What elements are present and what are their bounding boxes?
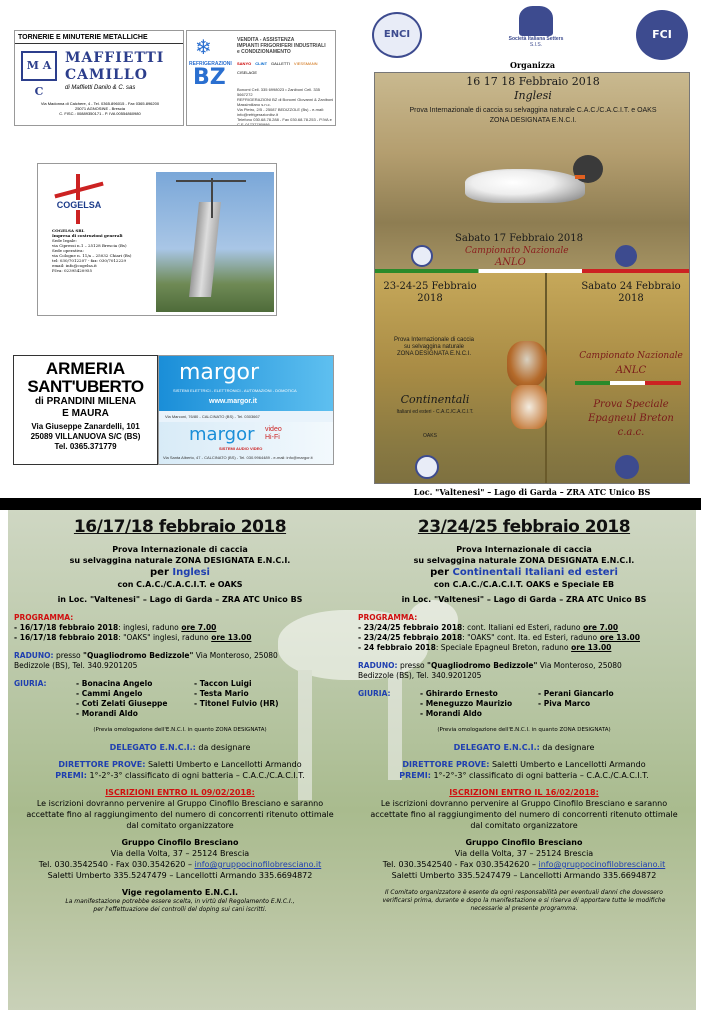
left-rad-d: Bedizzole (BS), Tel. 340.9201205 [14, 661, 138, 670]
right-p2a: - 23/24/25 febbraio 2018 [358, 633, 463, 642]
left-isc-heading: ISCRIZIONI ENTRO IL 09/02/2018: [105, 788, 255, 797]
right-per: per [430, 567, 449, 578]
left-vig1: La manifestazione potrebbe essere scelta, in virtù del Regolamento E.N.C.I., [65, 898, 295, 905]
flyer [8, 510, 696, 1010]
left-l1: Prova Internazionale di caccia [112, 545, 248, 554]
cogelsa-t2: Impresa di costruzioni generali [52, 233, 123, 238]
ad-maffietti [14, 30, 184, 126]
left-isc3: dal comitato organizzatore [126, 821, 234, 830]
right-p3b: : Speciale Epagneul Breton, raduno [435, 643, 569, 652]
brand-clint: CLINT [255, 61, 268, 66]
event-poster [374, 72, 690, 484]
poster-b-t2: su selvaggina naturale [403, 344, 465, 350]
poster-b-champ: Campionato Nazionale [579, 351, 683, 361]
margor-addr: Via Marconi, 76/80 - CALCINATO (BS) - Tel. 0303667 [165, 414, 260, 419]
poster-b-anlc: ANLC [615, 365, 647, 376]
maffietti-addr1: Via Madonna di Calchere, 4 - Tel. 0365.896015 - Fax 0365.896200 [40, 101, 160, 106]
right-judge-5: - Piva Marco [538, 699, 591, 708]
left-p1c: ore 7.00 [181, 623, 217, 632]
maffietti-sub: di Maffietti Danilo & C. sas [65, 85, 136, 91]
margor-sub: SISTEMI ELETTRICI - ELETTRONICI - AUTOMAZIONI - DOMOTICA [173, 388, 297, 393]
left-pre: 1°-2°-3° classificato di ogni batteria – C.A.C./C.A.C.I.T. [89, 771, 305, 780]
cogelsa-t7: tel: 030/7012207 - fax: 030/7012229 [52, 258, 127, 263]
left-grp: Gruppo Cinofilo Bresciano [121, 838, 239, 847]
right-judge-3: - Morandi Aldo [420, 709, 482, 718]
poster-b-sat: Sabato 24 Febbraio [581, 281, 681, 292]
poster-enci-icon [411, 245, 433, 267]
left-rad-a: presso [55, 651, 81, 660]
bz-f2: REFRIGERAZIONI BZ di Bonomi Giovanni & Zaniboni Massimiliano s.n.c. [237, 97, 334, 107]
right-sal: Saletti Umberto 335.5247479 – Lancellotti Armando 335.6694872 [391, 871, 657, 880]
right-p1c: ore 7.00 [583, 623, 619, 632]
margor-video: video [265, 426, 282, 433]
section-divider [0, 498, 701, 510]
left-dir: Saletti Umberto e Lancellotti Armando [147, 760, 302, 769]
left-p1b: : inglesi, raduno [118, 623, 179, 632]
poster-b-enci-icon [415, 455, 439, 479]
poster-fci-icon [615, 245, 637, 267]
left-del: da designare [198, 743, 251, 752]
enci-logo-text: ENCI [383, 29, 411, 40]
poster-a-champ: Campionato Nazionale [465, 246, 569, 256]
margor-web: www.margor.it [209, 398, 257, 405]
poster-b-cont: Continentali [400, 393, 470, 406]
left-rad-c: Via Monteroso, 25080 [195, 651, 278, 660]
left-l3: con C.A.C./C.A.C.I.T. e OAKS [117, 580, 243, 589]
left-rad-b: "Quagliodromo Bedizzole" [83, 651, 194, 660]
armeria-l6: 25089 VILLANUOVA S/C (BS) [30, 432, 141, 441]
left-isc1: Le iscrizioni dovranno pervenire al Gruppo Cinofilo Bresciano e saranno [36, 799, 324, 808]
organizza-label: Organizza [510, 60, 556, 70]
armeria-l1: ARMERIA [45, 359, 126, 378]
snowflake-icon: ❄ [195, 37, 212, 59]
cogelsa-t6: via Cologne n. 11/a – 25032 Chiari (Bs) [52, 253, 132, 258]
left-vig2: per l'effettuazione dei controlli del doping sui cani iscritti. [93, 906, 267, 913]
left-judge-7: - Titonel Fulvio (HR) [194, 699, 279, 708]
left-per: per [150, 567, 169, 578]
setter-dog-image [445, 151, 615, 221]
right-isc3: dal comitato organizzatore [470, 821, 578, 830]
left-rad-heading: RADUNO: [14, 651, 54, 660]
margor-sub2: SISTEMI AUDIO VIDEO [219, 446, 263, 451]
left-isc2: accettate fino al raggiungimento del numero di concorrenti ritenuto ottimale [26, 810, 334, 819]
right-l1: Prova Internazionale di caccia [456, 545, 592, 554]
poster-b-fci-icon [615, 455, 639, 479]
enci-logo-icon [372, 12, 422, 58]
left-judge-3: - Coti Zelati Giuseppe [76, 699, 168, 708]
left-p2c: ore 13.00 [211, 633, 252, 642]
left-judge-2: - Cammi Angelo [76, 689, 143, 698]
sis-dog-icon [519, 6, 553, 36]
brand-ciselage: CISELAGE [237, 70, 258, 75]
left-sal: Saletti Umberto 335.5247479 – Lancellotti Armando 335.6694872 [47, 871, 313, 880]
ad-maffietti-header: TORNERIE E MINUTERIE METALLICHE [15, 31, 183, 44]
cogelsa-t3: Sede legale: [52, 238, 77, 243]
right-l3: con C.A.C./C.A.C.I.T. OAKS e Speciale EB [433, 580, 615, 589]
cogelsa-logo [44, 174, 114, 224]
right-rad-heading: RADUNO: [358, 661, 398, 670]
camillo-name: CAMILLO [65, 67, 148, 83]
left-breed: Inglesi [172, 567, 210, 578]
armeria-l5: Via Giuseppe Zanardelli, 101 [31, 422, 140, 431]
poster-location: Loc. "Valtenesi" – Lago di Garda – ZRA ATC Unico BS [413, 487, 651, 497]
sis-mid1: Società Italiana Setters [508, 36, 564, 42]
right-p3c: ore 13.00 [571, 643, 612, 652]
right-isc-heading: ISCRIZIONI ENTRO IL 16/02/2018: [449, 788, 599, 797]
right-rad-d: Bedizzole (BS), Tel. 340.9201205 [358, 671, 482, 680]
sis-mid2: S.I.S. [529, 42, 543, 48]
poster-b-oaks: OAKS [423, 433, 437, 439]
right-giu-heading: GIURIA: [358, 689, 391, 698]
right-disc3: necessarie al presente programma. [470, 905, 578, 912]
poster-b-ps2: Epagneul Breton [588, 413, 674, 424]
right-p1a: - 23/24/25 febbraio 2018 [358, 623, 463, 632]
armeria-l7: Tel. 0365.371779 [54, 442, 117, 451]
cogelsa-t5: Sede operativa: [52, 248, 84, 253]
left-l2: su selvaggina naturale ZONA DESIGNATA E.N.C.I. [69, 556, 291, 565]
right-title: 23/24/25 febbraio 2018 [417, 517, 631, 537]
right-del: da designare [542, 743, 595, 752]
left-p2b: : "OAKS" inglesi, raduno [118, 633, 209, 642]
right-judge-4: - Perani Giancarlo [538, 689, 614, 698]
tricolor-band-small [575, 381, 681, 385]
right-p1b: : cont. Italiani ed Esteri, raduno [462, 623, 581, 632]
fci-logo-text: FCI [652, 28, 672, 41]
poster-b-ps1: Prova Speciale [593, 399, 669, 410]
right-rad-a: presso [399, 661, 425, 670]
bz-l3: e CONDIZIONAMENTO [237, 49, 291, 55]
maffietti-addr2: 25071 AGNOSINE - Brescia [74, 106, 126, 111]
left-vige: Vige regolamento E.N.C.I. [121, 888, 239, 897]
ad-cogelsa [37, 163, 277, 316]
fci-logo-icon [636, 10, 688, 60]
right-p2c: ore 13.00 [599, 633, 640, 642]
bz-f4: Telefono 030.68.78.288 - Fax 030.68.78.253 - P.IVA e C.F. 01737780986 [237, 117, 332, 126]
right-dir-heading: DIRETTORE PROVE: [402, 760, 490, 769]
poster-top-panel [375, 73, 690, 273]
maffietti-addr3: C. FISC.: 00889350171 - P. IVA 00554860980 [59, 111, 141, 116]
left-loc: in Loc. "Valtenesi" – Lago di Garda – ZRA ATC Unico BS [57, 595, 303, 604]
bz-l1: VENDITA - ASSISTENZA [237, 37, 295, 43]
left-judge-4: - Morandi Aldo [76, 709, 138, 718]
right-rad-c: Via Monteroso, 25080 [539, 661, 622, 670]
left-giu-heading: GIURIA: [14, 679, 47, 688]
cogelsa-title: COGELSA SRL [52, 228, 85, 233]
poster-a-breed: Inglesi [514, 89, 552, 102]
poster-b-cac: c.a.c. [617, 427, 645, 438]
left-p1a: - 16/17/18 febbraio 2018 [14, 623, 119, 632]
right-column [356, 516, 692, 913]
maffietti-name: MAFFIETTI [65, 50, 165, 66]
ad-armeria [13, 355, 158, 465]
left-p2a: - 16/17/18 febbraio 2018 [14, 633, 119, 642]
ad-margor [158, 355, 334, 465]
poster-a-anlo: ANLO [495, 257, 526, 268]
right-pre-heading: PREMI: [399, 771, 431, 780]
right-del-heading: DELEGATO E.N.C.I.: [453, 743, 540, 752]
right-p2b: : "OAKS" cont. Ita. ed Esteri, raduno [462, 633, 598, 642]
left-prog-heading: PROGRAMMA: [14, 613, 74, 622]
bz-f3: Via Pietro, 2/5 - 25087 BEDIZZOLE (Bs) - e-mail: info@refrigerazionibz.it [237, 107, 325, 117]
sis-logo [486, 6, 586, 58]
poster-a-title: Prova Internazionale di caccia su selvaggina naturale C.A.C./C.A.C.I.T. e OAKS [409, 107, 657, 114]
cogelsa-t9: P.Iva: 02395420955 [52, 268, 92, 273]
right-dir: Saletti Umberto e Lancellotti Armando [491, 760, 646, 769]
left-dir-heading: DIRETTORE PROVE: [58, 760, 146, 769]
right-pre: 1°-2°-3° classificato di ogni batteria – C.A.C./C.A.C.I.T. [433, 771, 649, 780]
armeria-l3: di PRANDINI MILENA [34, 396, 137, 407]
bz-f1: Bonomi Cell. 335 6998023 • Zaniboni Cell. 335 5667272 [237, 87, 321, 97]
ad-bz [186, 30, 336, 126]
poster-b-year2: 2018 [618, 293, 644, 304]
armeria-l4: E MAURA [62, 408, 109, 419]
poster-a-sat: Sabato 17 Febbraio 2018 [455, 233, 583, 244]
epagneul-dog-image [493, 333, 563, 433]
left-tel: Tel. 030.3542540 - Fax 030.3542620 – [38, 860, 192, 869]
poster-a-date: 16 17 18 Febbraio 2018 [466, 75, 600, 88]
left-judge-5: - Taccon Luigi [194, 679, 252, 688]
poster-bottom-panel [375, 273, 690, 484]
right-disc2: verificarsi prima, durante e dopo la manifestazione e si riserva di apportare tutte le modifiche [382, 897, 666, 904]
poster-b-cont2: Italiani ed esteri - C.A.C./C.A.C.I.T. [396, 409, 474, 415]
margor-addr2: Via Santa Alberto, 47 - CALCINATO (BS) - Tel. 030.9964489 - e-mail: info@margor.it [163, 455, 313, 460]
right-judge-1: - Ghirardo Ernesto [420, 689, 498, 698]
right-tel: Tel. 030.3542540 - Fax 030.3542620 – [382, 860, 536, 869]
cogelsa-t4: via Cipressi n.1 – 25128 Brescia (Bs) [52, 243, 127, 248]
cogelsa-photo [156, 172, 274, 312]
right-rad-b: "Quagliodromo Bedizzole" [427, 661, 538, 670]
bz-logo: BZ [193, 65, 226, 90]
right-isc1: Le iscrizioni dovranno pervenire al Gruppo Cinofilo Bresciano e saranno [380, 799, 668, 808]
poster-a-zone: ZONA DESIGNATA E.N.C.I. [489, 117, 577, 124]
brand-viessmann: VIESSMANN [293, 61, 318, 66]
bz-brand-top: REFRIGERAZIONI [189, 61, 232, 67]
left-pre-heading: PREMI: [55, 771, 87, 780]
right-isc2: accettate fino al raggiungimento del numero di concorrenti ritenuto ottimale [370, 810, 678, 819]
left-mail-link[interactable]: info@gruppocinofilobresciano.it [194, 860, 322, 869]
right-breed: Continentali Italiani ed esteri [452, 567, 618, 578]
left-title: 16/17/18 febbraio 2018 [73, 517, 287, 537]
left-via: Via della Volta, 37 – 25124 Brescia [110, 849, 250, 858]
margor-hifi: Hi-Fi [265, 434, 280, 441]
brand-sanyo: SANYO [237, 61, 252, 66]
bz-l2: IMPIANTI FRIGORIFERI INDUSTRIALI [237, 43, 326, 49]
poster-b-t3: ZONA DESIGNATA E.N.C.I. [396, 351, 472, 357]
right-prog-heading: PROGRAMMA: [358, 613, 418, 622]
right-via: Via della Volta, 37 – 25124 Brescia [454, 849, 594, 858]
left-judge-6: - Testa Mario [194, 689, 249, 698]
margor-logo: margor [179, 360, 260, 385]
right-mail-link[interactable]: info@gruppocinofilobresciano.it [538, 860, 666, 869]
margor-video-logo: margor [189, 424, 255, 445]
poster-b-date: 23-24-25 Febbraio [383, 281, 477, 292]
left-column [12, 516, 348, 914]
cogelsa-t8: email: info@cogelsa.it [52, 263, 97, 268]
brand-galletti: GALLETTI [271, 61, 290, 66]
right-disc1: Il Comitato organizzatore è esente da ogni responsabilità per eventuali danni che dovessero [385, 889, 663, 896]
right-loc: in Loc. "Valtenesi" – Lago di Garda – ZRA ATC Unico BS [401, 595, 647, 604]
right-grp: Gruppo Cinofilo Bresciano [465, 838, 583, 847]
left-prev: (Previa omologazione dell'E.N.C.I. in quanto ZONA DESIGNATA) [93, 727, 267, 733]
mac-logo: M A C [21, 51, 57, 81]
poster-b-year: 2018 [417, 293, 443, 304]
right-judge-2: - Meneguzzo Maurizio [420, 699, 513, 708]
right-l2: su selvaggina naturale ZONA DESIGNATA E.N.C.I. [413, 556, 635, 565]
right-p3a: - 24 febbraio 2018 [358, 643, 436, 652]
armeria-l2: SANT'UBERTO [27, 377, 144, 396]
left-judge-1: - Bonacina Angelo [76, 679, 153, 688]
left-del-heading: DELEGATO E.N.C.I.: [109, 743, 196, 752]
poster-b-t1: Prova Internazionale di caccia [393, 337, 475, 343]
cogelsa-logo-text: COGELSA [44, 200, 114, 210]
right-prev: (Previa omologazione dell'E.N.C.I. in quanto ZONA DESIGNATA) [437, 727, 611, 733]
